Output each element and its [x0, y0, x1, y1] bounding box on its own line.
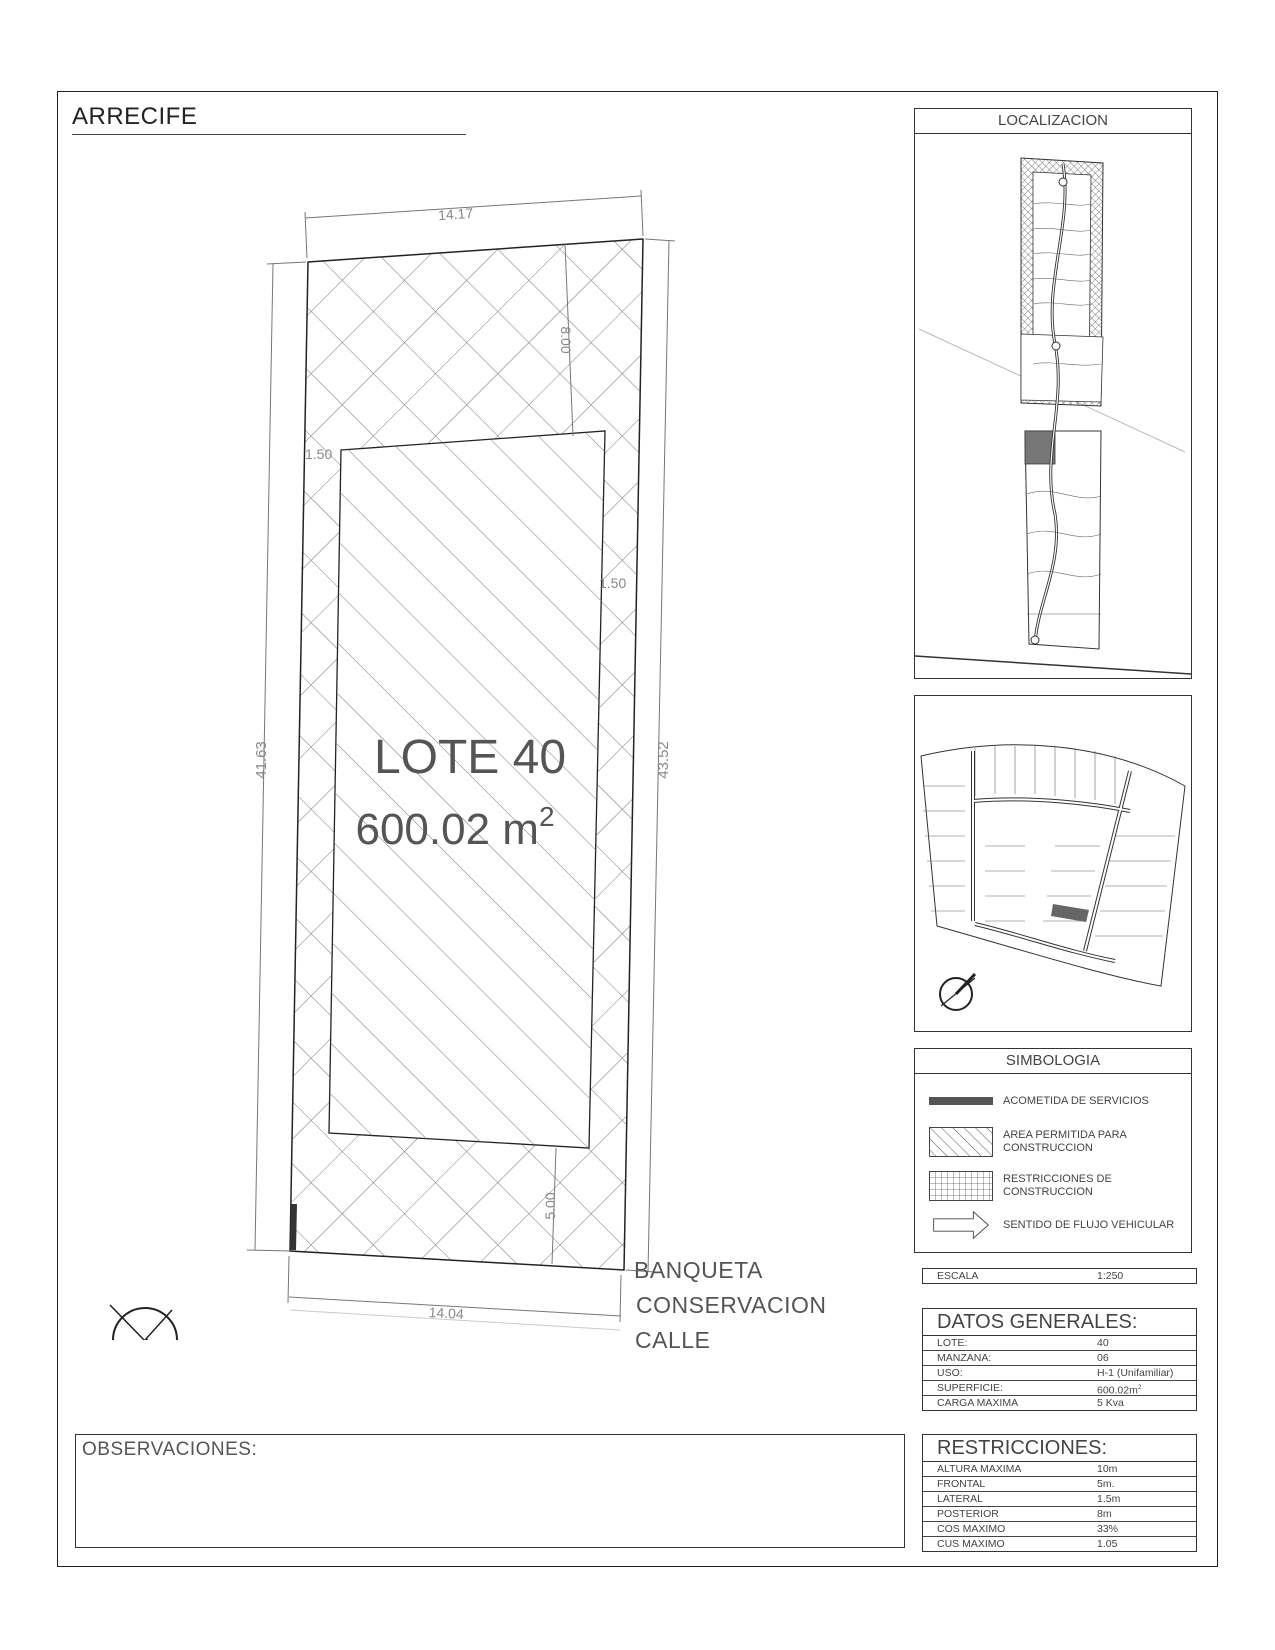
location-panel	[914, 108, 1192, 679]
scale-value: 1:250	[1097, 1270, 1124, 1282]
scale-label: ESCALA	[937, 1270, 979, 1282]
restrictions-table	[922, 1434, 1197, 1552]
scale-row	[923, 1269, 1196, 1283]
legend-label-service: ACOMETIDA DE SERVICIOS	[1003, 1094, 1149, 1107]
street-label-banqueta: BANQUETA	[634, 1257, 763, 1283]
street-label-conservacion: CONSERVACION	[636, 1292, 827, 1318]
dim-text-bottom: 14.04	[428, 1304, 465, 1322]
restriction-key: COS MAXIMO	[937, 1523, 1006, 1535]
restriction-value: 1.5m	[1097, 1493, 1121, 1505]
surface-value: 600.02m	[1097, 1384, 1138, 1397]
location-map	[915, 134, 1191, 678]
restriction-value: 1.05	[1097, 1538, 1118, 1550]
restriction-value: 5m.	[1097, 1478, 1115, 1490]
table-row	[923, 1351, 1196, 1366]
general-data-title: DATOS GENERALES:	[923, 1309, 1196, 1336]
restriction-value: 33%	[1097, 1523, 1119, 1535]
restriction-key: LATERAL	[937, 1493, 983, 1505]
key-map	[915, 696, 1191, 1031]
north-arrow-icon	[110, 1305, 183, 1340]
service-line-icon	[929, 1086, 993, 1116]
general-data-table	[922, 1308, 1197, 1411]
legend-item-buildable	[929, 1127, 1193, 1157]
general-value: 40	[1097, 1337, 1109, 1349]
legend-item-service	[929, 1086, 1193, 1116]
restrictions-title: RESTRICCIONES:	[923, 1435, 1196, 1462]
diagonal-hatch-icon	[929, 1127, 993, 1157]
restriction-key: POSTERIOR	[937, 1508, 999, 1520]
dim-text-front-setback: 5.00	[542, 1192, 558, 1220]
general-key: SUPERFICIE:	[937, 1382, 1003, 1394]
arrow-outline-icon	[929, 1210, 993, 1240]
general-key: USO:	[937, 1367, 963, 1379]
grid-hatch-icon	[929, 1171, 993, 1201]
dim-text-side-right: 1.50	[599, 575, 627, 591]
lot-label: LOTE 40	[373, 731, 567, 784]
table-row	[923, 1507, 1196, 1522]
lot-area	[355, 801, 554, 854]
dim-text-left: 41.63	[253, 741, 270, 779]
table-row	[923, 1462, 1196, 1477]
restriction-key: FRONTAL	[937, 1478, 986, 1490]
observations-box	[75, 1434, 905, 1548]
table-row	[923, 1336, 1196, 1351]
table-row	[923, 1492, 1196, 1507]
table-row	[923, 1537, 1196, 1551]
dim-text-side-left: 1.50	[305, 446, 333, 462]
location-panel-title: LOCALIZACION	[915, 109, 1191, 134]
buildable-area-hatch	[329, 431, 605, 1148]
observations-label: OBSERVACIONES:	[82, 1439, 258, 1460]
legend-label-restrictions: RESTRICCIONES DE CONSTRUCCION	[1003, 1173, 1112, 1198]
street-label-calle: CALLE	[635, 1327, 711, 1353]
dim-text-rear-setback: 8.00	[558, 326, 574, 354]
lot-area-value: 600.02 m	[355, 805, 539, 854]
surface-exp: 2	[1137, 1384, 1142, 1391]
table-row	[923, 1522, 1196, 1537]
key-map-north-icon	[940, 974, 975, 1010]
general-key: CARGA MAXIMA	[937, 1397, 1019, 1409]
service-connection-marker	[293, 1204, 294, 1250]
restriction-key: ALTURA MAXIMA	[937, 1463, 1022, 1475]
legend-item-flow	[929, 1210, 1193, 1240]
legend-label-flow: SENTIDO DE FLUJO VEHICULAR	[1003, 1218, 1175, 1231]
key-map-panel	[914, 695, 1192, 1032]
legend-label-buildable: AREA PERMITIDA PARA CONSTRUCCION	[1003, 1129, 1127, 1154]
dim-text-right: 43.52	[655, 741, 672, 779]
general-value	[1097, 1381, 1196, 1395]
table-row	[923, 1381, 1196, 1396]
general-value: 06	[1097, 1352, 1109, 1364]
lot-area-exp: 2	[538, 801, 555, 832]
restriction-key: CUS MAXIMO	[937, 1538, 1005, 1550]
legend-panel	[914, 1048, 1192, 1253]
legend-item-restrictions	[929, 1171, 1193, 1201]
scale-box	[922, 1268, 1197, 1284]
restriction-value: 10m	[1097, 1463, 1118, 1475]
table-row	[923, 1477, 1196, 1492]
general-key: LOTE:	[937, 1337, 968, 1349]
general-value: 5 Kva	[1097, 1397, 1124, 1409]
general-key: MANZANA:	[937, 1352, 992, 1364]
table-row	[923, 1366, 1196, 1381]
project-title: ARRECIFE	[72, 103, 198, 130]
table-row	[923, 1396, 1196, 1410]
dim-text-top: 14.17	[437, 204, 474, 224]
restriction-value: 8m	[1097, 1508, 1112, 1520]
legend-title: SIMBOLOGIA	[915, 1049, 1191, 1074]
general-value: H-1 (Unifamiliar)	[1097, 1367, 1174, 1379]
